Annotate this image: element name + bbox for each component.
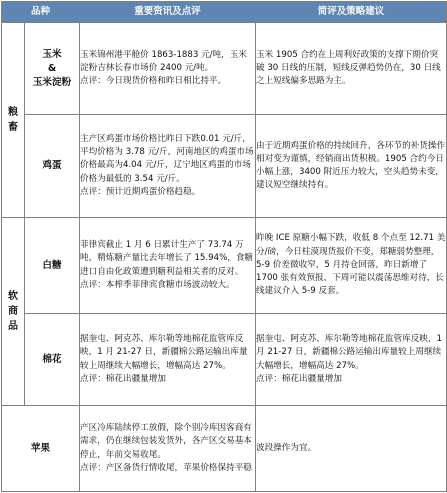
egg-comment: 点评：预计近期鸡蛋价格趋稳。 xyxy=(80,186,201,197)
row-sugar xyxy=(2,218,447,314)
cotton-comment: 点评：棉花出疆量增加 xyxy=(80,373,166,384)
item-cotton xyxy=(25,314,80,406)
header-row xyxy=(2,2,447,23)
sugar-name: 白糖 xyxy=(42,259,62,271)
corn-news-cell xyxy=(80,23,256,115)
cotton-strategy-cell xyxy=(256,314,447,406)
group-agri xyxy=(2,23,25,218)
sugar-comment: 点评：本榨季菲律宾食糖市场波动较大。 xyxy=(80,279,235,290)
apple-comment: 点评：产区备货行情收尾，苹果价格保持平稳 xyxy=(80,462,252,473)
cotton-news: 据奎屯、阿克苏、库尔勒等地棉花监管库反映，1 月 21-27 日，新疆棉公路运输出库量较上周继续大幅增长，增幅高达 27%。 xyxy=(80,334,248,371)
corn-strategy-cell xyxy=(256,23,447,115)
row-corn xyxy=(2,23,447,115)
row-egg xyxy=(2,115,447,218)
corn-news: 玉米锦州港平舱价 1863-1883 元/吨，玉米淀粉吉林长春市场价 2400 元/吨。 xyxy=(80,49,247,73)
header-strategy: 简评及策略建议 xyxy=(256,2,447,23)
header-news: 重要资讯及点评 xyxy=(80,2,256,23)
egg-news-cell xyxy=(80,115,256,218)
sugar-news-cell xyxy=(80,218,256,314)
apple-strategy: 波段操作为宜。 xyxy=(256,442,317,453)
item-corn xyxy=(25,23,80,115)
corn-strategy: 玉米 1905 合约在上周利好政策的支撑下期价突破 30 日线的压制，短线反弹趋势仍在，30 日线之上短线偏多思路为主。 xyxy=(256,49,441,87)
egg-strategy-cell xyxy=(256,115,447,218)
item-egg xyxy=(25,115,80,218)
cotton-news-cell xyxy=(80,314,256,406)
corn-comment: 点评：今日现货价格和昨日相比持平。 xyxy=(80,76,227,87)
egg-name: 鸡蛋 xyxy=(42,160,62,171)
cotton-strategy-comment: 点评：棉花出疆量增加 xyxy=(256,373,342,384)
corn-name-2: & xyxy=(47,62,57,74)
corn-name-3: 玉米淀粉 xyxy=(32,76,72,88)
egg-news: 主产区鸡蛋市场价格比昨日下跌0.01 元/斤，平均价格为 3.78 元/斤，河南地区的鸡蛋市场价格最高为4.04 元/斤，辽宁地区鸡蛋的市场价格为最低的 3.54 元/斤。 xyxy=(80,133,254,184)
apple-news: 产区冷库陆续停工放假，除个别冷库因客商有需求，仍在继续包装发货外，各产区交易基本停止，年前交易收尾。 xyxy=(80,423,252,460)
row-apple xyxy=(2,406,447,492)
group-agri-label: 粮畜 xyxy=(8,107,18,133)
apple-strategy-cell xyxy=(256,406,447,492)
group-soft-label: 软商品 xyxy=(8,291,18,332)
sugar-strategy: 昨晚 ICE 原糖小幅下跌，收低 8 个点至 12.71 美分/磅，今日柱漠现货报价不变，郑糖弱势整理，5-9 价差微收窄，5 月持仓回落，昨日新增了 1700 张有效预报，下周可能以震荡思维对待，长线建议介入 5-9 反套。 xyxy=(256,233,446,297)
commodity-report-table xyxy=(1,1,447,492)
header-variety: 品种 xyxy=(2,2,80,23)
apple-news-cell xyxy=(80,406,256,492)
item-apple xyxy=(2,406,80,492)
row-cotton xyxy=(2,314,447,406)
group-soft xyxy=(2,218,25,406)
sugar-strategy-cell xyxy=(256,218,447,314)
sugar-news: 菲律宾截止 1 月 6 日累计生产了 73.74 万吨，精炼糖产量比去年增长了 15.94%，食糖进口自由化政策遭到糖利益相关者的反对。 xyxy=(80,240,254,277)
item-sugar xyxy=(25,218,80,314)
apple-name: 苹果 xyxy=(30,442,51,454)
cotton-strategy: 据奎屯、阿克苏、库尔勒等地棉花监管库反映，1 月 21-27 日，新疆棉公路运输出库量较上周继续大幅增长，增幅高达 27%。 xyxy=(256,334,442,371)
corn-name-1: 玉米 xyxy=(42,48,62,60)
cotton-name: 棉花 xyxy=(42,353,62,365)
egg-strategy: 由于近期鸡蛋价格的持续回升，各环节的补货操作相对变为谨慎，经销商出货积极。1905 合约今日小幅上涨，3400 附近压力较大，空头趋势未变，建议短空继续持有。 xyxy=(256,140,446,191)
